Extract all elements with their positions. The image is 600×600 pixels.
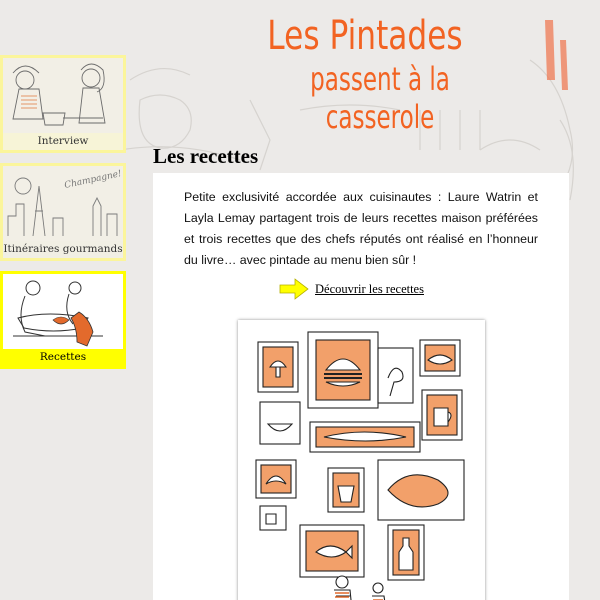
discover-recipes-label[interactable]: Découvrir les recettes [315,281,424,296]
discover-recipes-link[interactable] [279,277,424,301]
sidebar-item-label: Interview [3,133,123,150]
content-card [153,173,569,600]
logo-subtitle: passent à la casserole [310,60,450,136]
sidebar-nav [0,55,126,379]
sidebar-item-interview[interactable] [0,55,126,153]
arrow-right-icon [279,278,309,300]
sidebar-item-recettes[interactable] [0,271,126,369]
logo-title: Les Pintades [267,13,463,59]
sidebar-item-label: Itinéraires gourmands [3,241,123,258]
itineraires-illustration [3,166,123,244]
page-title: Les recettes [153,144,259,168]
interview-illustration [3,58,123,136]
intro-text: Petite exclusivité accordée aux cuisinautes : Laure Watrin et Layla Lemay partagent trois de leurs recettes maison préférées et trois recettes que des chefs réputés ont réalisé en l’honneur du livre… avec pintade au menu bien sûr ! [184,190,538,267]
site-logo[interactable] [200,12,530,136]
champagne-text: Champagne! [63,169,123,191]
book-cover-illustration [238,320,485,600]
sidebar-item-label: Recettes [3,349,123,366]
recettes-illustration [3,274,123,352]
sidebar-item-itineraires[interactable] [0,163,126,261]
